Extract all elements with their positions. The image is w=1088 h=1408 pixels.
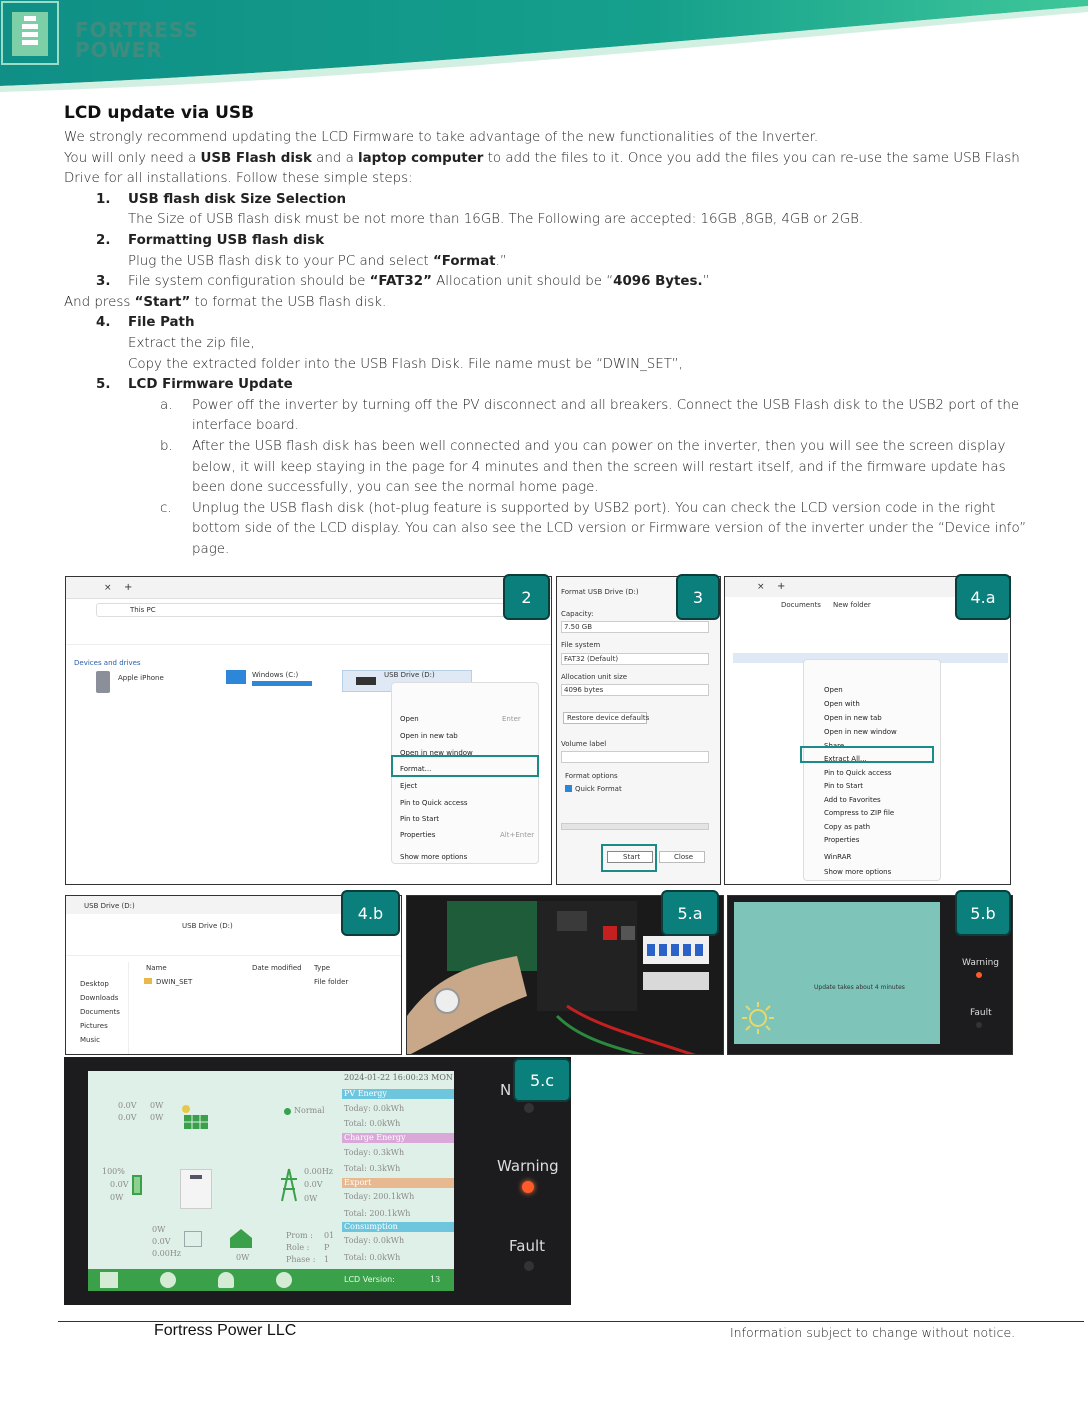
- step-2-title: Formatting USB flash disk: [128, 232, 325, 248]
- lcd-grid-v: 0.0V: [304, 1180, 323, 1189]
- capacity-select[interactable]: 7.50 GB: [564, 623, 593, 631]
- restore-defaults-button[interactable]: Restore device defaults: [567, 714, 650, 722]
- close-icon: ×: [104, 583, 112, 593]
- lcd-role-label: Role :: [286, 1243, 310, 1252]
- warning-label: Warning: [962, 958, 1000, 968]
- path-usb-drive: USB Drive (D:): [182, 922, 233, 930]
- menu-4a-extract-all[interactable]: Extract All...: [824, 755, 867, 763]
- battery-icon: [132, 1175, 142, 1195]
- step-5-title: LCD Firmware Update: [128, 377, 293, 393]
- step-3: 3. File system configuration should be “FAT32” Allocation unit should be “4096 Bytes.”: [64, 272, 1034, 293]
- drive-windows: Windows (C:): [252, 671, 299, 679]
- badge-step-5c: 5.c: [513, 1058, 571, 1102]
- lcd-consumption-today: Today: 0.0kWh: [344, 1236, 405, 1245]
- brand-wordmark: [75, 20, 199, 60]
- lcd-pv-energy-band: PV Energy: [342, 1089, 454, 1099]
- brand-line-1: FORTRESS: [75, 18, 199, 42]
- lcd-version-value: 13: [430, 1275, 441, 1284]
- press-start-line: And press “Start” to format the USB flash disk.: [64, 294, 387, 310]
- close-button[interactable]: Close: [674, 853, 694, 861]
- badge-step-5b: 5.b: [955, 890, 1011, 936]
- menu-4a-add-favorites[interactable]: Add to Favorites: [824, 796, 881, 804]
- drive-usb: USB Drive (D:): [384, 671, 435, 679]
- extract-all-highlight: [800, 746, 934, 763]
- menu-4a-open-new-window[interactable]: Open in new window: [824, 728, 897, 736]
- badge-step-4b: 4.b: [341, 890, 400, 936]
- volume-label-input[interactable]: [561, 751, 709, 763]
- tab-usb-drive: USB Drive (D:): [84, 902, 135, 910]
- solar-panel-icon: [178, 1103, 210, 1131]
- side-documents[interactable]: Documents: [80, 1008, 120, 1016]
- screenshot-format-menu: [65, 576, 552, 885]
- quick-format-checkbox[interactable]: [565, 785, 572, 792]
- usb-drive-icon: [356, 677, 376, 685]
- step-1-text: The Size of USB flash disk must be not more than 16GB. The Following are accepted: 16GB ,8GB, 4GB or 2GB.: [128, 212, 864, 228]
- col-type: Type: [314, 964, 331, 972]
- load-icon: [184, 1231, 202, 1247]
- menu-4a-properties[interactable]: Properties: [824, 836, 860, 844]
- lcd-pv1-v: 0.0V: [118, 1101, 137, 1110]
- menu-4a-compress-zip[interactable]: Compress to ZIP file: [824, 809, 895, 817]
- step-4: 4. File Path Extract the zip file, Copy the extracted folder into the USB Flash Disk. File name must be “DWIN_SET”,: [64, 313, 1034, 375]
- menu-4a-open-with[interactable]: Open with: [824, 700, 860, 708]
- menu-4a-show-more[interactable]: Show more options: [824, 868, 892, 876]
- lcd-export-today: Today: 200.1kWh: [344, 1192, 415, 1201]
- screenshot-extract-all: [724, 576, 1011, 885]
- file-system-select[interactable]: FAT32 (Default): [564, 655, 619, 663]
- badge-step-5a: 5.a: [661, 890, 719, 936]
- menu-4a-open-new-tab[interactable]: Open in new tab: [824, 714, 882, 722]
- step-4-line-2: Copy the extracted folder into the USB Flash Disk. File name must be “DWIN_SET”,: [128, 356, 683, 372]
- menu-item-format[interactable]: Format...: [400, 765, 432, 773]
- path-new-folder: New folder: [833, 601, 871, 609]
- lcd-home-w: 0W: [236, 1253, 250, 1262]
- start-highlight: [601, 844, 657, 872]
- photo-lcd-home: [64, 1057, 571, 1305]
- lcd-phase-value: 1: [324, 1255, 330, 1264]
- lcd-charge-total: Total: 0.3kWh: [344, 1164, 401, 1173]
- lcd-version-label: LCD Version:: [344, 1275, 395, 1284]
- lcd-battery-v: 0.0V: [110, 1180, 129, 1189]
- file-system-label: File system: [561, 641, 601, 649]
- lcd-pv2-w: 0W: [150, 1113, 164, 1122]
- lcd-prom-label: Prom :: [286, 1231, 313, 1240]
- menu-4a-winrar[interactable]: WinRAR: [824, 853, 852, 861]
- substep-c: c. Unplug the USB flash disk (hot-plug feature is supported by USB2 port). You can check the LCD version code in the right bottom side of the LCD display. You can also see the LCD version or Firmware version of the inverter under the “Device info” page.: [160, 500, 1027, 557]
- lcd-side-n-label: N: [500, 1081, 512, 1099]
- menu-item-properties[interactable]: Properties: [400, 831, 436, 839]
- menu-4a-share[interactable]: Share: [824, 742, 845, 750]
- capacity-label: Capacity:: [561, 610, 594, 618]
- add-tab-icon-4a: +: [777, 581, 786, 592]
- folder-dwin-set[interactable]: DWIN_SET: [156, 978, 193, 986]
- menu-item-eject[interactable]: Eject: [400, 782, 418, 790]
- step-3-text: File system configuration should be “FAT32” Allocation unit should be “4096 Bytes.”: [128, 274, 710, 290]
- menu-item-pin-start[interactable]: Pin to Start: [400, 815, 440, 823]
- col-name: Name: [146, 964, 167, 972]
- step-4-line-1: Extract the zip file,: [128, 335, 255, 351]
- lcd-alarm-tab-icon[interactable]: [218, 1272, 234, 1288]
- menu-4a-pin-start[interactable]: Pin to Start: [824, 782, 864, 790]
- lcd-pv1-w: 0W: [150, 1101, 164, 1110]
- lcd-consumption-band: Consumption: [342, 1222, 454, 1232]
- footer-notice: Information subject to change without notice.: [730, 1325, 1016, 1340]
- badge-step-4a: 4.a: [955, 574, 1011, 620]
- badge-step-2: 2: [503, 574, 550, 620]
- lcd-role-value: P: [324, 1243, 330, 1252]
- lcd-side-warning-label: Warning: [497, 1157, 559, 1175]
- menu-item-show-more[interactable]: Show more options: [400, 853, 468, 861]
- lcd-warning-led: [522, 1181, 534, 1193]
- lcd-charge-today: Today: 0.3kWh: [344, 1148, 405, 1157]
- format-dialog-title: Format USB Drive (D:): [561, 588, 639, 596]
- lcd-pv2-v: 0.0V: [118, 1113, 137, 1122]
- step-1: 1. USB flash disk Size Selection The Size of USB flash disk must be not more than 16GB. The Following are accepted: 16GB ,8GB, 4GB or 2GB.: [64, 190, 1034, 231]
- allocation-unit-label: Allocation unit size: [561, 673, 628, 681]
- volume-label-label: Volume label: [561, 740, 607, 748]
- step-2-text: Plug the USB flash disk to your PC and select “Format.”: [128, 253, 507, 269]
- fault-label: Fault: [970, 1008, 992, 1018]
- step-4-title: File Path: [128, 315, 195, 331]
- menu-item-open[interactable]: Open: [400, 715, 419, 723]
- lcd-consumption-total: Total: 0.0kWh: [344, 1253, 401, 1262]
- lcd-prom-value: 01: [324, 1231, 335, 1240]
- lcd-home-tab-icon[interactable]: [100, 1272, 118, 1288]
- home-load-icon: [228, 1227, 254, 1249]
- menu-item-open-new-tab[interactable]: Open in new tab: [400, 732, 458, 740]
- lcd-battery-pct: 100%: [102, 1167, 125, 1176]
- normal-status-dot: [284, 1108, 291, 1115]
- lcd-n-led: [524, 1103, 534, 1113]
- shortcut-properties: Alt+Enter: [500, 831, 535, 839]
- format-options-label: Format options: [565, 772, 618, 780]
- fault-led: [976, 1022, 982, 1028]
- lcd-load-w: 0W: [152, 1225, 166, 1234]
- step-1-title: USB flash disk Size Selection: [128, 191, 347, 207]
- substep-a: a. Power off the inverter by turning off the PV disconnect and all breakers. Connect the USB Flash disk to the USB2 port of the interface board.: [160, 397, 1020, 434]
- brand-line-2: POWER: [75, 38, 163, 62]
- lcd-chart-tab-icon[interactable]: [160, 1272, 176, 1288]
- quick-format-label: Quick Format: [575, 785, 622, 793]
- side-music[interactable]: Music: [80, 1036, 100, 1044]
- shortcut-open: Enter: [502, 715, 521, 723]
- lcd-battery-w: 0W: [110, 1193, 124, 1202]
- fortress-power-logo: [0, 0, 60, 66]
- phone-icon: [96, 671, 110, 693]
- lcd-status-normal: Normal: [294, 1106, 325, 1115]
- footer-company: Fortress Power LLC: [154, 1322, 297, 1339]
- menu-item-pin-quick-access[interactable]: Pin to Quick access: [400, 799, 468, 807]
- menu-item-open-new-window[interactable]: Open in new window: [400, 749, 473, 757]
- section-title: LCD update via USB: [64, 103, 255, 123]
- screenshot-format-dialog: [556, 576, 721, 885]
- intro-line-2: You will only need a USB Flash disk and a laptop computer to add the files to it. Once you add the files you can re-use the same USB Flash Drive for all installations. Follow these simple steps:: [64, 150, 1020, 187]
- lcd-grid-w: 0W: [304, 1194, 318, 1203]
- lcd-load-v: 0.0V: [152, 1237, 171, 1246]
- sun-icon: [740, 1000, 776, 1036]
- col-date: Date modified: [252, 964, 302, 972]
- address-bar-path: This PC: [130, 606, 156, 614]
- start-button[interactable]: Start: [623, 853, 641, 861]
- windows-drive-icon: [226, 670, 246, 684]
- page-header: [0, 0, 1088, 92]
- update-message: Update takes about 4 minutes: [814, 984, 905, 991]
- path-documents: Documents: [781, 601, 821, 609]
- warning-led: [976, 972, 982, 978]
- lcd-export-total: Total: 200.1kWh: [344, 1209, 411, 1218]
- intro-line-1: We strongly recommend updating the LCD Firmware to take advantage of the new functionalities of the Inverter.: [64, 130, 819, 145]
- folder-type: File folder: [314, 978, 349, 986]
- side-pictures[interactable]: Pictures: [80, 1022, 108, 1030]
- lcd-datetime: 2024-01-22 16:00:23 MON: [344, 1073, 453, 1082]
- step-5: 5. LCD Firmware Update: [64, 375, 1034, 396]
- progress-bar: [561, 823, 709, 830]
- lcd-pv-today: Today: 0.0kWh: [344, 1104, 405, 1113]
- format-highlight: [391, 755, 539, 777]
- menu-4a-pin-quick-access[interactable]: Pin to Quick access: [824, 769, 892, 777]
- lcd-settings-tab-icon[interactable]: [276, 1272, 292, 1288]
- menu-4a-open[interactable]: Open: [824, 686, 843, 694]
- lcd-charge-energy-band: Charge Energy: [342, 1133, 454, 1143]
- lcd-pv-total: Total: 0.0kWh: [344, 1119, 401, 1128]
- close-icon-4a: ×: [757, 582, 765, 592]
- side-downloads[interactable]: Downloads: [80, 994, 119, 1002]
- lcd-phase-label: Phase :: [286, 1255, 316, 1264]
- lcd-bottom-bar: [88, 1269, 454, 1291]
- lcd-fault-led: [524, 1261, 534, 1271]
- step-2: 2. Formatting USB flash disk Plug the USB flash disk to your PC and select “Format.”: [64, 231, 1034, 272]
- allocation-unit-select[interactable]: 4096 bytes: [564, 686, 604, 694]
- device-apple-iphone: Apple iPhone: [118, 674, 164, 682]
- menu-4a-copy-path[interactable]: Copy as path: [824, 823, 871, 831]
- side-desktop[interactable]: Desktop: [80, 980, 109, 988]
- lcd-side-fault-label: Fault: [509, 1237, 545, 1255]
- main-content: [64, 100, 1034, 560]
- lcd-load-hz: 0.00Hz: [152, 1249, 182, 1258]
- lcd-home-screen: [88, 1071, 454, 1291]
- grid-tower-icon: [278, 1167, 300, 1203]
- substep-b: b. After the USB flash disk has been well connected and you can power on the inverter, then you will see the screen display below, it will keep staying in the page for 4 minutes and then the screen will restart itself, and if the firmware update has been done successfully, you can see the normal home page.: [160, 438, 1006, 496]
- lcd-grid-hz: 0.00Hz: [304, 1167, 334, 1176]
- badge-step-3: 3: [676, 574, 720, 620]
- lcd-export-band: Export: [342, 1178, 454, 1188]
- devices-section-label: Devices and drives: [74, 659, 141, 667]
- folder-icon: [144, 978, 152, 984]
- add-tab-icon: +: [124, 582, 133, 593]
- context-menu-4a: [803, 659, 941, 881]
